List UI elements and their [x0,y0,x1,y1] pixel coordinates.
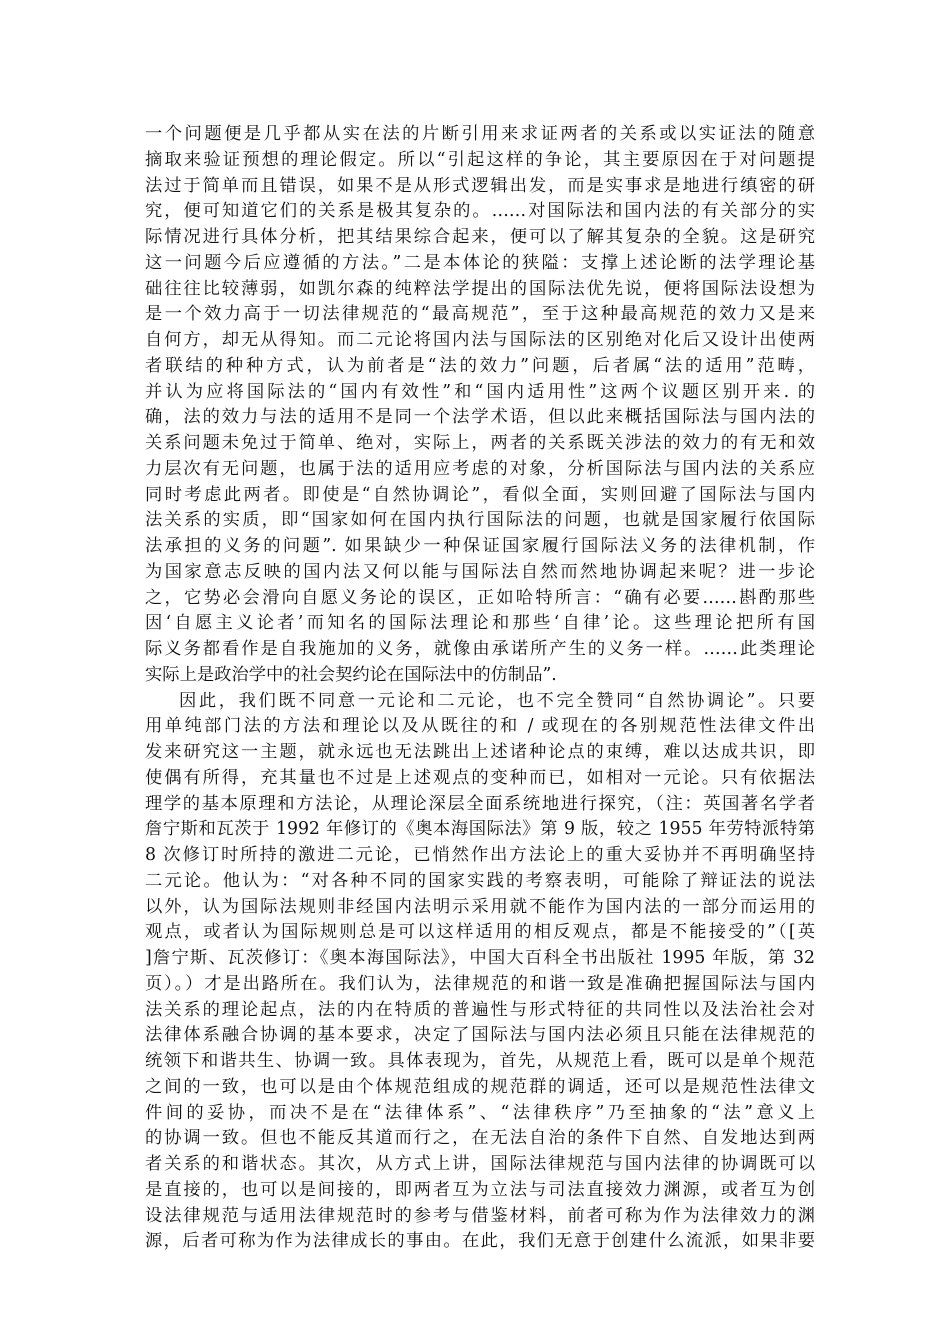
text-line: 发来研究这一主题，就永远也无法跳出上述诸种论点的束缚，难以达成共识，即 [145,742,815,762]
text-line: 法关系的实质，即“国家如何在国内执行国际法的问题，也就是国家履行依国际 [145,510,815,531]
text-line: 法关系的理论起点，法的内在特质的普遍性与形式特征的共同性以及法治社会对 [145,999,815,1020]
text-line: 自何方，却无从得知。而二元论将国内法与国际法的区别绝对化后又设计出使两 [145,330,815,350]
text-line: 同时考虑此两者。即使是“自然协调论”，看似全面，实则回避了国际法与国内 [145,484,815,505]
text-line: 法过于简单而且错误，如果不是从形式逻辑出发，而是实事求是地进行缜密的研 [145,175,815,196]
text-line: 观点，或者认为国际规则总是可以这样适用的相反观点，都是不能接受的”（[英 [145,922,815,943]
body-text [145,122,815,1255]
text-line: ]詹宁斯、瓦茨修订：《奥本海国际法》，中国大百科全书出版社 1995 年版，第 32 [145,948,815,968]
text-line: 理学的基本原理和方法论，从理论深层全面系统地进行探究，（注：英国著名学者 [145,793,815,814]
text-line: 件间的妥协，而决不是在“法律体系”、“法律秩序”乃至抽象的“法”意义上 [145,1102,815,1123]
text-line: 是直接的，也可以是间接的，即两者互为立法与司法直接效力渊源，或者互为创 [145,1179,815,1200]
text-line: 用单纯部门法的方法和理论以及从既往的和 / 或现在的各别规范性法律文件出 [145,716,815,737]
text-line: 詹宁斯和瓦茨于 1992 年修订的《奥本海国际法》第 9 版，较之 1955 年劳特派特第 [145,819,815,840]
text-line: 一个问题便是几乎都从实在法的片断引用来求证两者的关系或以实证法的随意 [145,124,815,144]
text-line: 的协调一致。但也不能反其道而行之，在无法自治的条件下自然、自发地达到两 [145,1128,815,1149]
text-line: 际义务都看作是自我施加的义务，就像由承诺所产生的义务一样。……此类理论 [145,639,815,659]
text-line: 础往往比较薄弱，如凯尔森的纯粹法学提出的国际法优先说，便将国际法设想为 [145,278,815,299]
text-line: 并认为应将国际法的“国内有效性”和“国内适用性”这两个议题区别开来. 的 [145,381,815,402]
text-line: 摘取来验证预想的理论假定。所以“引起这样的争论，其主要原因在于对问题提 [145,149,815,170]
text-line: 法承担的义务的问题”. 如果缺少一种保证国家履行国际法义务的法律机制，作 [145,536,815,556]
paragraph-end-line: 实际上是政治学中的社会契约论在国际法中的仿制品”. [145,664,557,685]
text-line: 因‘自愿主义论者’而知名的国际法理论和那些‘自律’论。这些理论把所有国 [145,613,815,634]
text-line: 统领下和谐共生、协调一致。具体表现为，首先，从规范上看，既可以是单个规范 [145,1051,815,1071]
text-line: 法律体系融合协调的基本要求，决定了国际法与国内法必须且只能在法律规范的 [145,1025,815,1046]
text-line: 之，它势必会滑向自愿义务论的误区，正如哈特所言：“确有必要……斟酌那些 [145,587,815,608]
text-line: 使偶有所得，充其量也不过是上述观点的变种而已，如相对一元论。只有依据法 [145,767,815,788]
text-line: 二元论。他认为：“对各种不同的国家实践的考察表明，可能除了辩证法的说法 [145,870,815,891]
text-line: 以外，认为国际法规则非经国内法明示采用就不能作为国内法的一部分而运用的 [145,896,815,917]
text-line: 这一问题今后应遵循的方法。”二是本体论的狭隘：支撑上述论断的法学理论基 [145,252,815,273]
text-line: 8 次修订时所持的激进二元论，已悄然作出方法论上的重大妥协并不再明确坚持 [145,845,815,865]
text-line: 者关系的和谐状态。其次，从方式上讲，国际法律规范与国内法律的协调既可以 [145,1154,815,1174]
text-line: 际情况进行具体分析，把其结果综合起来，便可以了解其复杂的全貌。这是研究 [145,227,815,247]
text-line: 力层次有无问题，也属于法的适用应考虑的对象，分析国际法与国内法的关系应 [145,458,815,479]
text-line: 是一个效力高于一切法律规范的“最高规范”，至于这种最高规范的效力又是来 [145,304,815,325]
text-line: 为国家意志反映的国内法又何以能与国际法自然而然地协调起来呢？进一步论 [145,561,815,582]
text-line: 者联结的种种方式，认为前者是“法的效力”问题，后者属“法的适用”范畴， [145,355,815,376]
paragraph-start-line: 因此，我们既不同意一元论和二元论，也不完全赞同“自然协调论”。只要 [179,690,815,711]
text-line: 设法律规范与适用法律规范时的参考与借鉴材料，前者可称为作为法律效力的渊 [145,1205,815,1226]
text-line: 究，便可知道它们的关系是极其复杂的。……对国际法和国内法的有关部分的实 [145,201,815,222]
text-line: 确，法的效力与法的适用不是同一个法学术语，但以此来概括国际法与国内法的 [145,407,815,428]
text-line: 页）。）才是出路所在。我们认为，法律规范的和谐一致是准确把握国际法与国内 [145,973,815,994]
text-line: 源，后者可称为作为法律成长的事由。在此，我们无意于创建什么流派，如果非要 [145,1231,815,1252]
text-line: 关系问题未免过于简单、绝对，实际上，两者的关系既关涉法的效力的有无和效 [145,433,815,453]
text-line: 之间的一致，也可以是由个体规范组成的规范群的调适，还可以是规范性法律文 [145,1076,815,1097]
